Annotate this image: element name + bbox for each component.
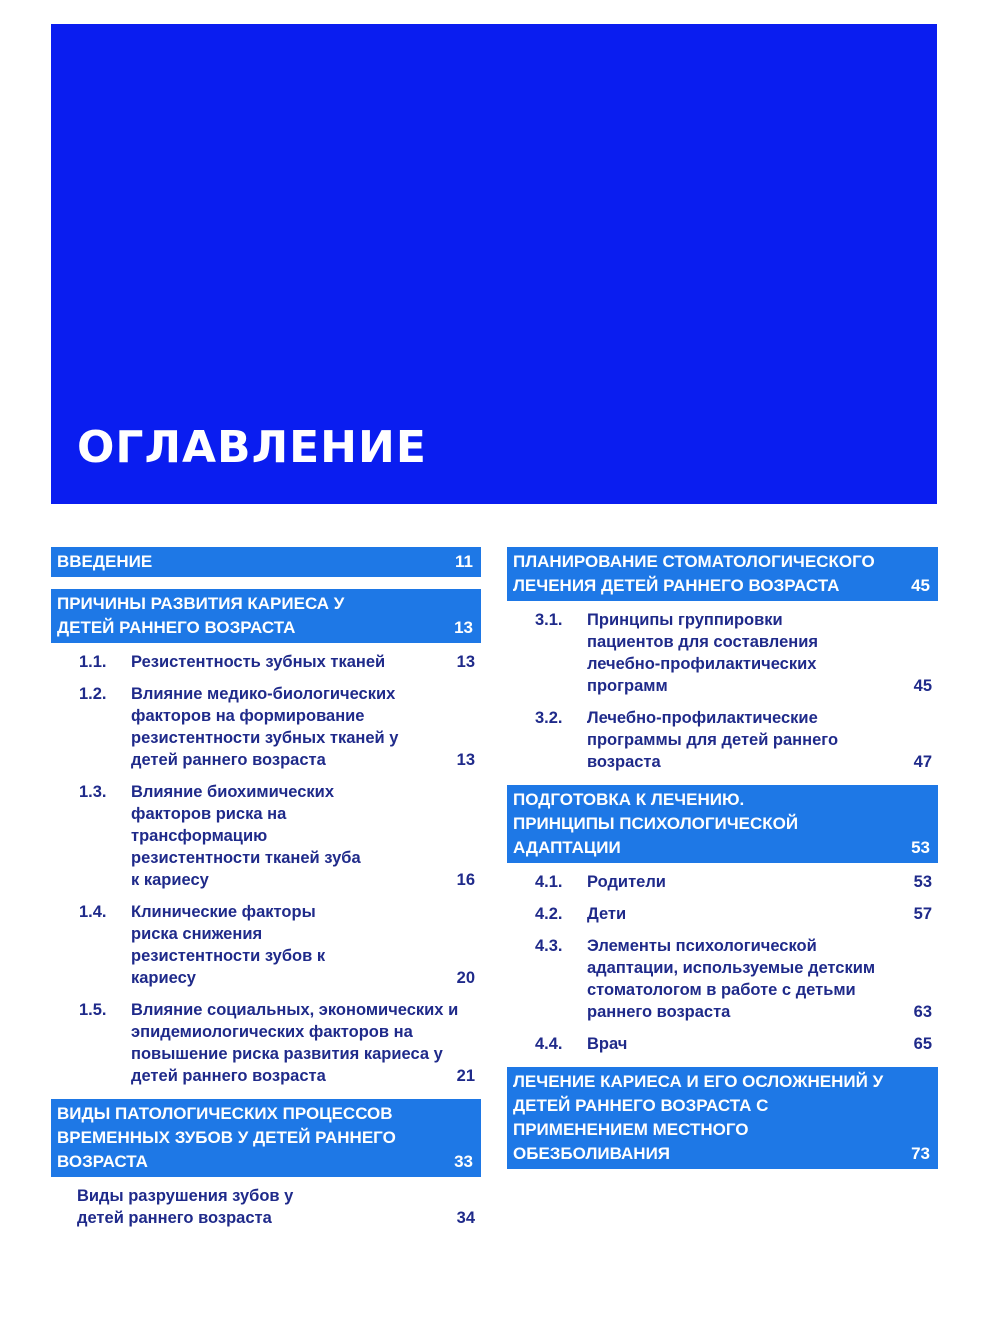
toc-right-column — [507, 547, 938, 1169]
section-number: 1.4. — [79, 903, 107, 921]
toc-section-1-3[interactable] — [51, 781, 481, 891]
chapter-title: ВИДЫ ПАТОЛОГИЧЕСКИХ ПРОЦЕССОВ ВРЕМЕННЫХ ЗУБОВ У ДЕТЕЙ РАННЕГО ВОЗРАСТА — [57, 1104, 396, 1171]
toc-chapter-4[interactable] — [507, 785, 938, 863]
section-title: Клинические факторы риска снижения резистентности зубов к кариесу — [131, 903, 326, 987]
section-title: Резистентность зубных тканей — [131, 653, 386, 671]
chapter-title: ВВЕДЕНИЕ — [57, 552, 153, 571]
section-number: 1.3. — [79, 783, 107, 801]
section-page: 21 — [456, 1067, 475, 1085]
section-title: Влияние биохимических факторов риска на трансформацию резистентности тканей зуба к кариесу — [131, 783, 361, 889]
toc-section-4-1[interactable] — [507, 871, 938, 893]
chapter-title: ЛЕЧЕНИЕ КАРИЕСА И ЕГО ОСЛОЖНЕНИЙ У ДЕТЕЙ РАННЕГО ВОЗРАСТА С ПРИМЕНЕНИЕМ МЕСТНОГО ОБЕЗБОЛИВАНИЯ — [513, 1072, 884, 1163]
toc-section-1-5[interactable] — [51, 999, 481, 1087]
section-title: Лечебно-профилактические программы для детей раннего возраста — [587, 709, 839, 771]
section-page: 13 — [456, 751, 475, 769]
section-page: 45 — [913, 677, 932, 695]
section-title: Врач — [587, 1035, 628, 1053]
section-title: Дети — [587, 905, 627, 923]
chapter-page: 11 — [455, 552, 473, 571]
section-page: 47 — [913, 753, 932, 771]
toc-chapter-3[interactable] — [507, 547, 938, 601]
title-banner — [51, 24, 937, 504]
section-number: 1.2. — [79, 685, 107, 703]
section-number: 4.1. — [535, 873, 563, 891]
section-page: 65 — [913, 1035, 932, 1053]
section-title: Виды разрушения зубов у детей раннего возраста — [77, 1187, 294, 1227]
toc-chapter-5[interactable] — [507, 1067, 938, 1169]
chapter-title: ПОДГОТОВКА К ЛЕЧЕНИЮ. ПРИНЦИПЫ ПСИХОЛОГИЧЕСКОЙ АДАПТАЦИИ — [513, 790, 799, 857]
section-title: Принципы группировки пациентов для составления лечебно-профилактических программ — [587, 611, 818, 695]
chapter-page: 53 — [911, 838, 930, 857]
section-page: 63 — [913, 1003, 932, 1021]
chapter-title: ПРИЧИНЫ РАЗВИТИЯ КАРИЕСА У ДЕТЕЙ РАННЕГО ВОЗРАСТА — [57, 594, 345, 637]
section-number: 1.5. — [79, 1001, 107, 1019]
toc-section-4-2[interactable] — [507, 903, 938, 925]
page-title: ОГЛАВЛЕНИЕ — [77, 422, 427, 473]
section-number: 4.2. — [535, 905, 563, 923]
toc-section-4-4[interactable] — [507, 1033, 938, 1055]
section-title: Влияние социальных, экономических и эпидемиологических факторов на повышение риска развития кариеса у детей раннего возраста — [131, 1001, 459, 1085]
toc-chapter-intro[interactable] — [51, 547, 481, 577]
chapter-page: 45 — [911, 576, 930, 595]
section-title: Элементы психологической адаптации, используемые детским стоматологом в работе с детьми раннего возраста — [587, 937, 876, 1021]
section-page: 34 — [456, 1209, 475, 1227]
toc-section-1-2[interactable] — [51, 683, 481, 771]
toc-chapter-2[interactable] — [51, 1099, 481, 1177]
section-number: 3.1. — [535, 611, 563, 629]
section-page: 53 — [913, 873, 932, 891]
toc-section-1-1[interactable] — [51, 651, 481, 673]
toc-section-3-2[interactable] — [507, 707, 938, 773]
chapter-title: ПЛАНИРОВАНИЕ СТОМАТОЛОГИЧЕСКОГО ЛЕЧЕНИЯ ДЕТЕЙ РАННЕГО ВОЗРАСТА — [513, 552, 875, 595]
toc-section-2[interactable] — [51, 1185, 481, 1229]
section-page: 16 — [456, 871, 475, 889]
chapter-page: 13 — [454, 618, 473, 637]
section-page: 57 — [913, 905, 932, 923]
section-number: 4.4. — [535, 1035, 563, 1053]
section-page: 13 — [456, 653, 475, 671]
section-title: Влияние медико-биологических факторов на формирование резистентности зубных тканей у детей раннего возраста — [131, 685, 399, 769]
chapter-page: 33 — [454, 1152, 473, 1171]
section-number: 4.3. — [535, 937, 563, 955]
section-number: 1.1. — [79, 653, 107, 671]
toc-section-4-3[interactable] — [507, 935, 938, 1023]
toc-section-1-4[interactable] — [51, 901, 481, 989]
toc-section-3-1[interactable] — [507, 609, 938, 697]
toc-chapter-1[interactable] — [51, 589, 481, 643]
section-number: 3.2. — [535, 709, 563, 727]
toc-left-column — [51, 547, 481, 1229]
section-title: Родители — [587, 873, 666, 891]
chapter-page: 73 — [911, 1144, 930, 1163]
section-page: 20 — [456, 969, 475, 987]
